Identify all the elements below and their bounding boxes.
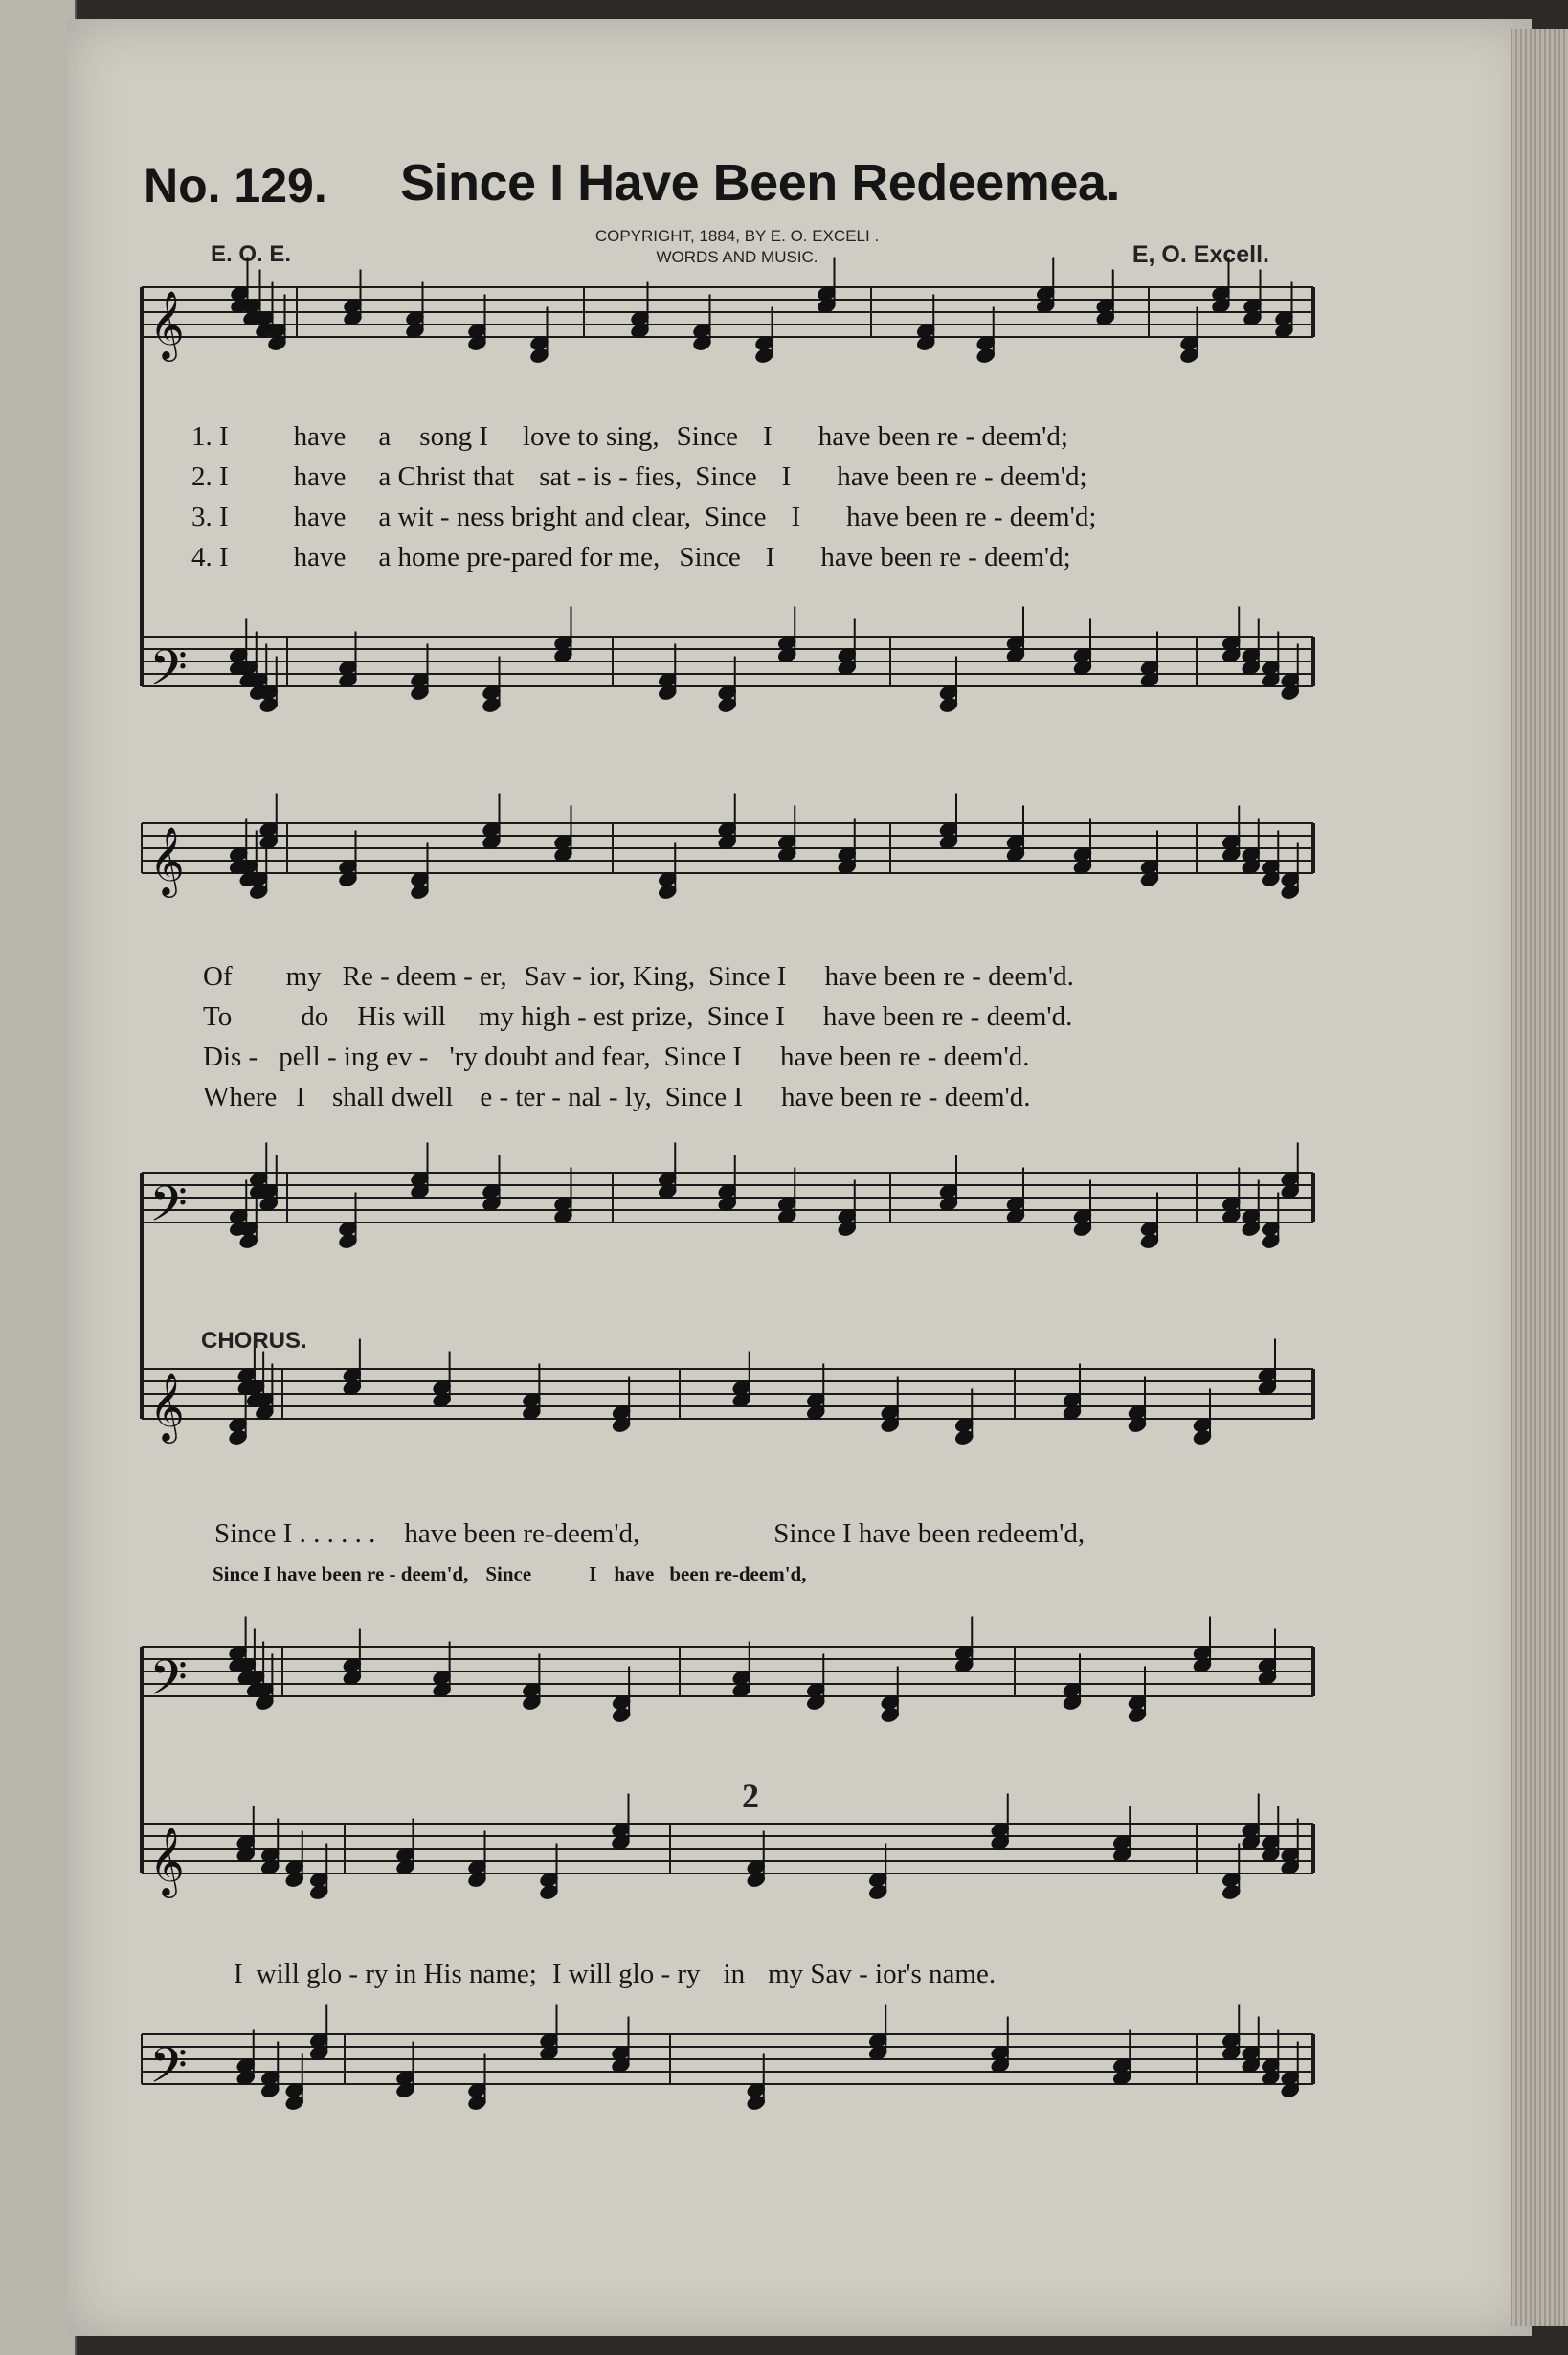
verse-2-line-2: To do His will my high - est prize, Since I have been re - deem'd. [203, 1001, 1073, 1032]
bass-clef: 𝄢 [149, 2040, 188, 2105]
copyright-subline: WORDS AND MUSIC. [656, 248, 818, 266]
verse-3-line-1: 3. I have a wit - ness bright and clear, Since I have been re - deem'd; [191, 502, 1097, 532]
bass-clef: 𝄢 [149, 1652, 188, 1717]
verse-4-line-2: Where I shall dwell e - ter - nal - ly, Since I have been re - deem'd. [203, 1082, 1031, 1112]
chorus-label: CHORUS. [201, 1328, 307, 1354]
verse-2-line-1: 2. I have a Christ that sat - is - fies, Since I have been re - deem'd; [191, 461, 1087, 492]
treble-clef: 𝄞 [149, 293, 185, 358]
lyricist-credit: E. O. E. [211, 241, 292, 267]
bass-clef: 𝄢 [149, 642, 188, 707]
verse-1-line-1: 1. I have a song I love to sing, Since I have been re - deem'd; [191, 421, 1068, 452]
verse-3-line-2: Dis - pell - ing ev - 'ry doubt and fear, Since I have been re - deem'd. [203, 1042, 1030, 1072]
second-ending-mark: 2 [742, 1777, 759, 1815]
treble-clef: 𝄞 [149, 1375, 185, 1440]
treble-clef: 𝄞 [149, 829, 185, 894]
verse-1-line-2: Of my Re - deem - er, Sav - ior, King, Since I have been re - deem'd. [203, 961, 1074, 992]
verse-4-line-1: 4. I have a home pre-pared for me, Since I have been re - deem'd; [191, 542, 1071, 572]
chorus-line-3: I will glo - ry in His name; I will glo - ry in my Sav - ior's name. [234, 1959, 997, 1989]
hymn-title: Since I Have Been Redeemea. [400, 154, 1120, 212]
bass-clef: 𝄢 [149, 1178, 188, 1244]
composer-credit: E, O. Excell. [1131, 241, 1269, 268]
treble-clef: 𝄞 [149, 1829, 185, 1895]
copyright-line: COPYRIGHT, 1884, BY E. O. EXCELI . [594, 227, 880, 245]
hymn-number: No. 129. [144, 159, 327, 213]
chorus-line-2: Since I have been re - deem'd, Since I have been re-deem'd, [213, 1562, 807, 1585]
chorus-line-1: Since I . . . . . . have been re-deem'd, Since I have been redeem'd, [214, 1518, 1086, 1549]
